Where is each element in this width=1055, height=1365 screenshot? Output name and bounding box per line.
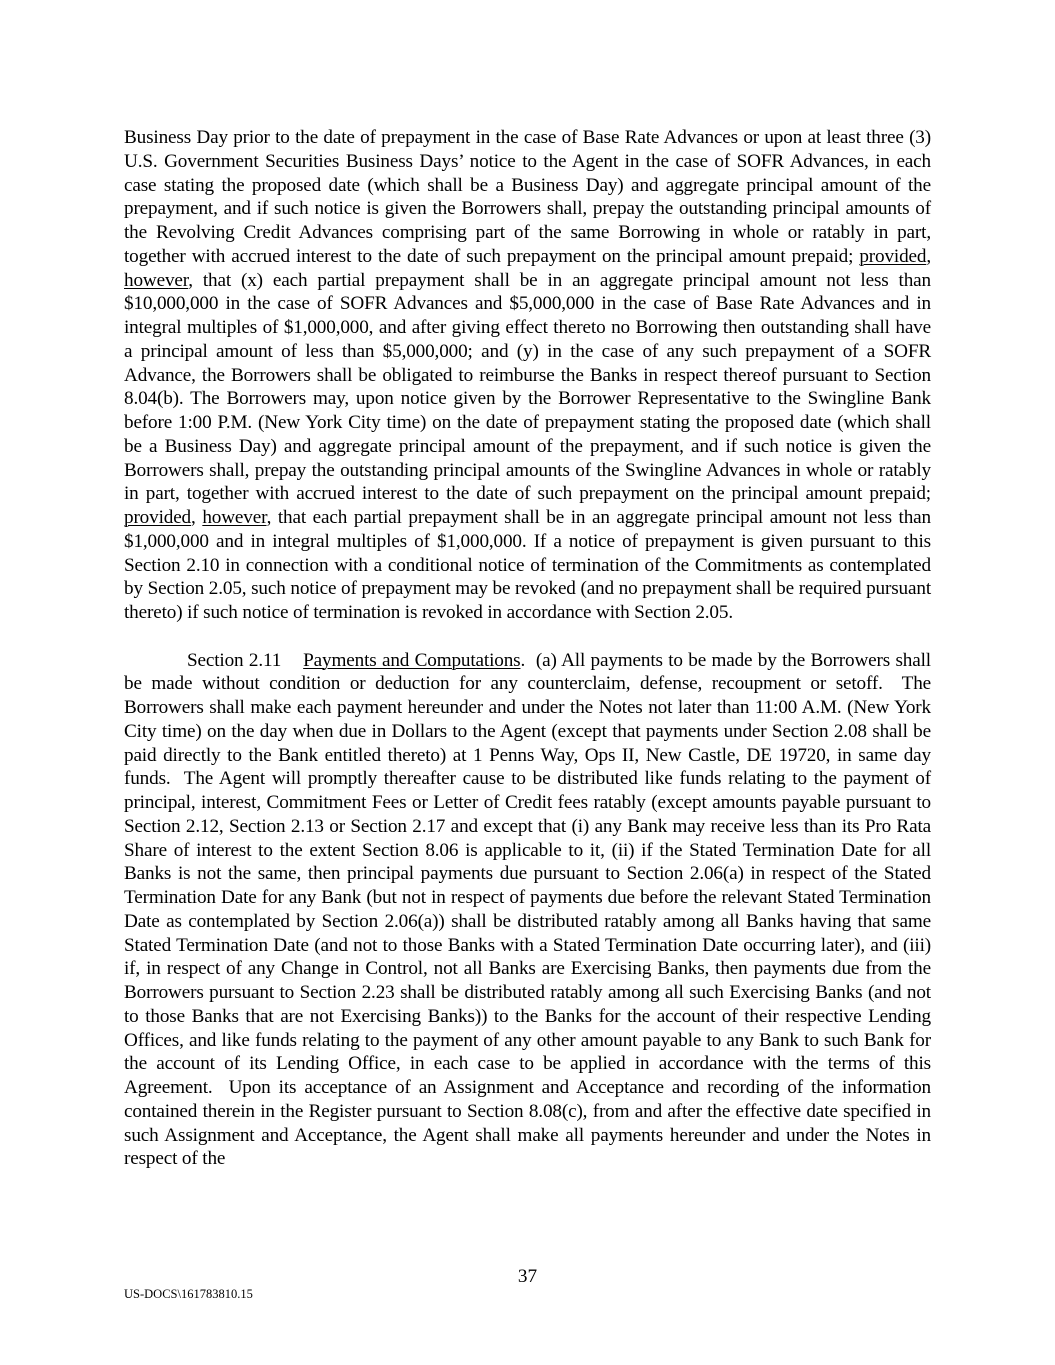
underlined-term-provided: provided [859, 245, 927, 267]
document-id: US-DOCS\161783810.15 [124, 1287, 253, 1301]
section-number: Section 2.11 [187, 649, 282, 671]
paragraph-prepayment-continued [124, 126, 931, 625]
paragraph-text: , that (x) each partial prepayment shall be in an aggregate principal amount not less than $10,000,000 in the case of SOFR Advances and $5,000,000 in the case of Base Rate Advances and in integral multiples of $1,000,000, and after giving effect thereto no Borrowing then outstanding shall have a principal amount of less than $5,000,000; and (y) in the case of any such prepayment of a SOFR Advance, the Borrowers shall be obligated to reimburse the Banks in respect thereof pursuant to Section 8.04(b). The Borrowers may, upon notice given by the Borrower Representative to the Swingline Bank before 1:00 P.M. (New York City time) on the date of prepayment stating the proposed date (which shall be a Business Day) and aggregate principal amount of the prepayment, and if such notice is given the Borrowers shall, prepay the outstanding principal amounts of the Swingline Advances in whole or ratably in part, together with accrued interest to the date of such prepayment on the principal amount prepaid; [124, 269, 931, 505]
punctuation: , [191, 507, 203, 528]
underlined-term-however: however [202, 507, 267, 528]
punctuation: , [926, 245, 931, 267]
paragraph-text: , that each partial prepayment shall be in an aggregate principal amount not less than $1,000,000 and in integral multiples of $1,000,000. If a notice of prepayment is given pursuant to this Section 2.10 in connection with a conditional notice of termination of the Commitments as contemplated by Section 2.05, such notice of prepayment may be revoked (and no prepayment shall be required pursuant thereto) if such notice of termination is revoked in accordance with Section 2.05. [124, 507, 931, 623]
punctuation: . [520, 649, 526, 671]
paragraph-section-2-11 [124, 649, 936, 1172]
section-title: Payments and Computations [303, 649, 521, 671]
underlined-term-provided: provided [124, 507, 192, 528]
paragraph-text: (a) All payments to be made by the Borrowers shall be made without condition or deduction for any counterclaim, defense, recoupment or setoff. The Borrowers shall make each payment hereunder and under the Notes not later than 11:00 A.M. (New York City time) on the day when due in Dollars to the Agent (except that payments under Section 2.08 shall be paid directly to the Bank entitled thereto) at 1 Penns Way, Ops II, New Castle, DE 19720, in same day funds. The Agent will promptly thereafter cause to be distributed like funds relating to the payment of principal, interest, Commitment Fees or Letter of Credit fees ratably (except amounts payable pursuant to Section 2.12, Section 2.13 or Section 2.17 and except that (i) any Bank may receive less than its Pro Rata Share of interest to the extent Section 8.06 is applicable to it, (ii) if the Stated Termination Date for all Banks is not the same, then principal payments due pursuant to Section 2.06(a) in respect of the Stated Termination Date for any Bank (but not in respect of payments due before the relevant Stated Termination Date as contemplated by Section 2.06(a)) shall be distributed ratably among all Banks having that same Stated Termination Date (and not to those Banks with a Stated Termination Date occurring later), and (iii) if, in respect of any Change in Control, not all Banks are Exercising Banks, then payments due from the Borrowers pursuant to Section 2.23 shall be distributed ratably among all such Exercising Banks (and not to those Banks that are not Exercising Banks)) to the Banks for the account of their respective Lending Offices, and like funds relating to the payment of any other amount payable to any Bank to such Bank for the account of its Lending Office, in each case to be applied in accordance with the terms of this Agreement. Upon its acceptance of an Assignment and Acceptance and recording of the information contained therein in the Register pursuant to Section 8.08(c), from and after the effective date specified in such Assignment and Acceptance, the Agent shall make all payments hereunder and under the Notes in respect of the [124, 649, 936, 1170]
paragraph-text: Business Day prior to the date of prepayment in the case of Base Rate Advances or upon at least three (3) U.S. Government Securities Business Days’ notice to the Agent in the case of SOFR Advances, in each case stating the proposed date (which shall be a Business Day) and aggregate principal amount of the prepayment, and if such notice is given the Borrowers shall, prepay the outstanding principal amounts of the Revolving Credit Advances comprising part of the same Borrowing in whole or ratably in part, together with accrued interest to the date of such prepayment on the principal amount prepaid; [124, 127, 931, 267]
underlined-term-however: however [124, 269, 189, 291]
page-number: 37 [517, 1266, 538, 1287]
document-body [124, 126, 936, 1171]
